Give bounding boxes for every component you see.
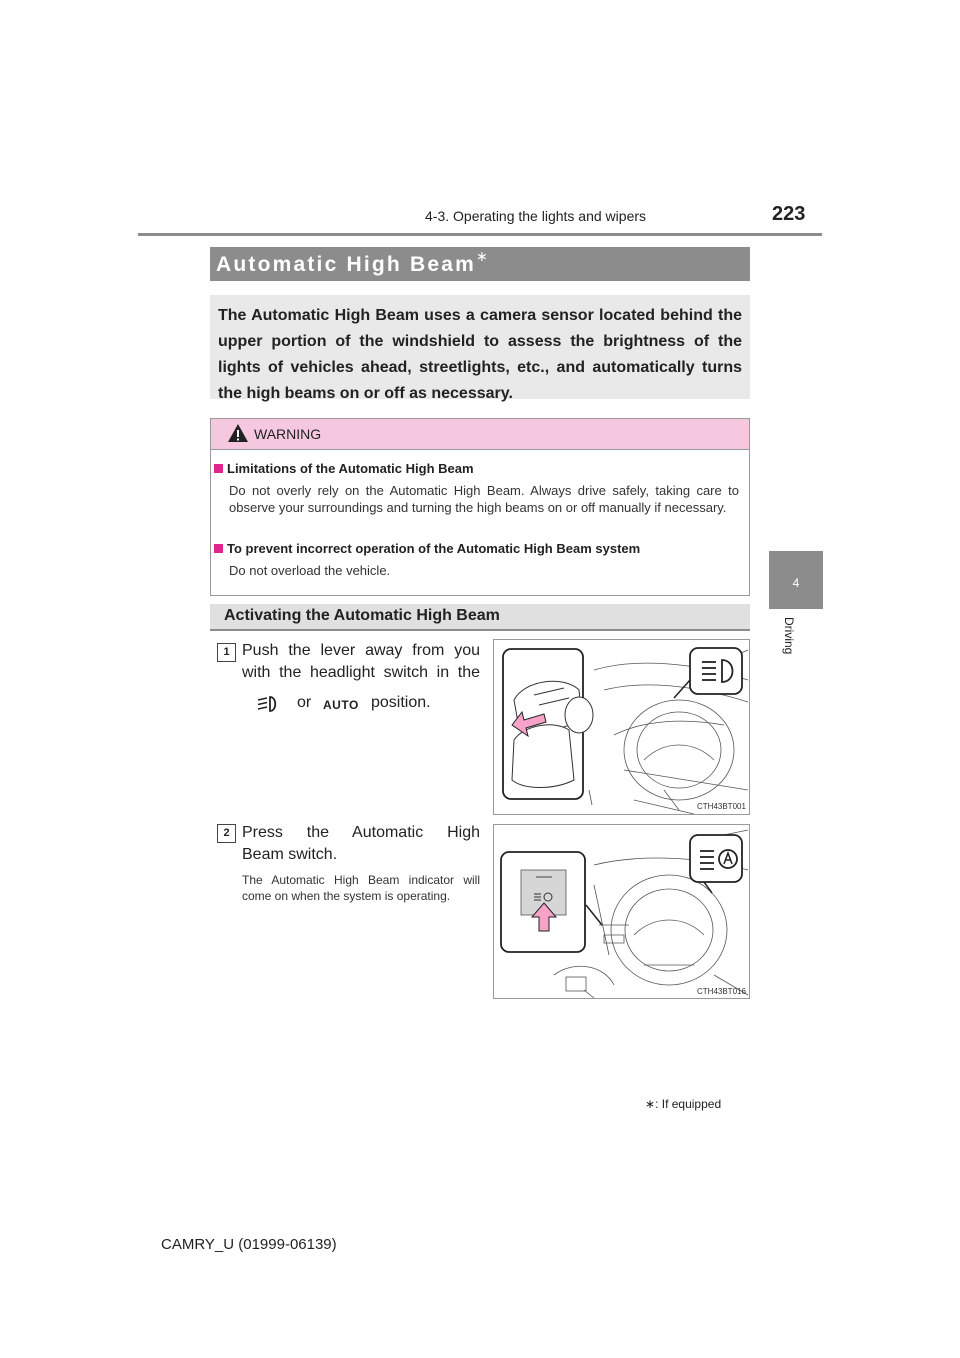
warning-item-title-text: To prevent incorrect operation of the Automatic High Beam system	[227, 541, 641, 556]
step-number-1: 1	[217, 643, 236, 662]
warning-label: WARNING	[254, 426, 322, 442]
section-header: 4-3. Operating the lights and wipers	[425, 208, 647, 224]
headlight-on-icon	[256, 694, 280, 714]
warning-triangle-icon	[227, 423, 249, 443]
square-bullet-icon	[214, 544, 223, 553]
step-1-line-2: with the headlight switch in the	[242, 664, 480, 681]
step-2-note: The Automatic High Beam indicator will come on when the system is operating.	[242, 873, 480, 903]
figure-code: CTH43BT016	[697, 987, 746, 996]
page-number: 223	[772, 203, 806, 225]
warning-item-text: Do not overload the vehicle.	[229, 563, 391, 578]
lever-diagram	[494, 640, 749, 814]
step-1-line-1: Push the lever away from you	[242, 642, 480, 659]
warning-item-title	[214, 541, 640, 556]
header-rule	[138, 233, 822, 236]
title-marker: ∗	[476, 248, 488, 264]
chapter-label: Driving	[782, 617, 796, 655]
footnote-text: : If equipped	[655, 1097, 722, 1111]
warning-item-title-text: Limitations of the Automatic High Beam	[227, 461, 474, 476]
or-word: or	[297, 694, 312, 711]
switch-diagram	[494, 825, 749, 998]
lever-illustration	[493, 639, 750, 815]
step-2-line-2: Beam switch.	[242, 846, 338, 863]
auto-label: AUTO	[323, 698, 359, 712]
warning-box	[210, 418, 750, 596]
chapter-number: 4	[792, 576, 800, 590]
square-bullet-icon	[214, 464, 223, 473]
intro-box: The Automatic High Beam uses a camera sensor located behind the upper portion of the windshield to assess the brightness of the lights of vehicles ahead, streetlights, etc., and automatically turns the high beams on or off as necessary.	[210, 295, 750, 399]
footer-model: CAMRY_U (01999-06139)	[161, 1236, 337, 1253]
switch-illustration	[493, 824, 750, 999]
position-word: position.	[371, 694, 431, 711]
warning-item-title	[214, 461, 474, 476]
figure-code: CTH43BT001	[697, 802, 746, 811]
step-number-2: 2	[217, 824, 236, 843]
warning-header	[211, 419, 749, 450]
subsection-title: Activating the Automatic High Beam	[224, 607, 500, 624]
footnote	[645, 1097, 721, 1111]
footnote-marker: ∗	[645, 1097, 656, 1111]
page-title	[216, 250, 488, 277]
warning-item-text: Do not overly rely on the Automatic High Beam. Always drive safely, taking care to observe your surroundings and turning the high beams on or off manually if necessary.	[229, 483, 739, 515]
page-title-text: Automatic High Beam	[216, 253, 476, 276]
step-2-line-1: Press the Automatic High	[242, 824, 480, 841]
